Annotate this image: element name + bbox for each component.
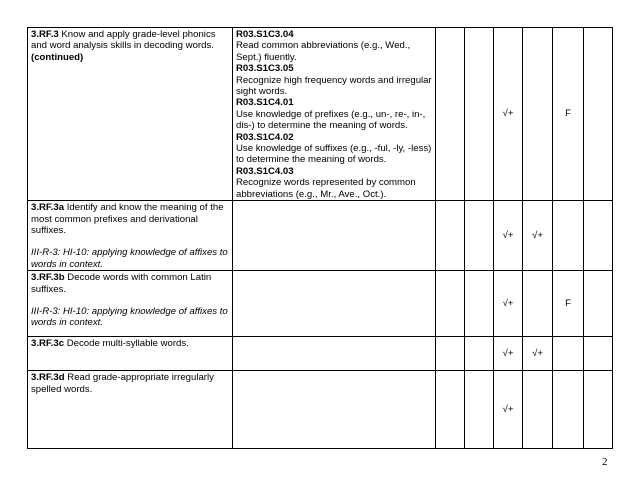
mark-cell <box>523 371 553 449</box>
standard-code: 3.RF.3a <box>31 202 65 214</box>
standard-cell <box>28 28 233 201</box>
objective-code: R03.S1C4.01 <box>236 97 294 109</box>
mark-cell <box>584 271 613 337</box>
mark-cell <box>553 201 584 271</box>
mark-cell: √+ <box>494 201 523 271</box>
mark-cell <box>584 201 613 271</box>
mark-cell <box>584 337 613 371</box>
mark-cell <box>523 28 553 201</box>
objectives-cell <box>233 271 436 337</box>
table-row <box>28 371 613 449</box>
mark-cell <box>465 271 494 337</box>
standard-code: 3.RF.3b <box>31 272 65 284</box>
mark-cell <box>465 337 494 371</box>
objectives-cell <box>233 28 436 201</box>
mark-cell <box>553 337 584 371</box>
mark-cell <box>465 28 494 201</box>
objective-text: Recognize words represented by common abbreviations (e.g., Mr., Ave., Oct.). <box>236 177 416 200</box>
standard-cell <box>28 337 233 371</box>
standard-text: Decode multi-syllable words. <box>64 338 189 350</box>
mark-cell: √+ <box>494 371 523 449</box>
mark-cell <box>436 201 465 271</box>
standard-code: 3.RF.3 <box>31 29 59 40</box>
mark-cell <box>465 201 494 271</box>
mark-cell: √+ <box>494 337 523 371</box>
objective-text: Recognize high frequency words and irregular sight words. <box>236 74 432 98</box>
objective-code: R03.S1C4.02 <box>236 131 294 143</box>
objective-text: Use knowledge of suffixes (e.g., -ful, -ly, -less) to determine the meaning of words. <box>236 143 432 166</box>
objectives-cell <box>233 337 436 371</box>
objective-code: R03.S1C4.03 <box>236 165 294 177</box>
mark-cell <box>584 371 613 449</box>
mark-cell <box>436 28 465 201</box>
standard-cell <box>28 371 233 449</box>
standards-table <box>27 27 613 449</box>
standard-code: 3.RF.3c <box>31 338 65 350</box>
mark-cell <box>436 337 465 371</box>
objective-code: R03.S1C3.05 <box>236 63 294 75</box>
table-row <box>28 201 613 271</box>
objective-text: Use knowledge of prefixes (e.g., un-, re-, in-, dis-) to determine the meaning of words. <box>236 108 426 132</box>
table-row <box>28 271 613 337</box>
mark-cell <box>436 371 465 449</box>
standard-code: 3.RF.3d <box>31 372 65 384</box>
objective-code: R03.S1C3.04 <box>236 29 294 40</box>
mark-cell: √+ <box>494 271 523 337</box>
objective-text: Read common abbreviations (e.g., Wed., Sept.) fluently. <box>236 40 411 63</box>
objectives-cell <box>233 201 436 271</box>
mark-cell <box>584 28 613 201</box>
standard-note: (continued) <box>31 51 84 63</box>
mark-cell: F <box>553 271 584 337</box>
mark-cell: √+ <box>523 337 553 371</box>
mark-cell <box>553 371 584 449</box>
table-row <box>28 28 613 201</box>
mark-cell: F <box>553 28 584 201</box>
standard-text: Identify and know the meaning of the most common prefixes and derivational suffixes. <box>31 202 224 236</box>
mark-cell <box>465 371 494 449</box>
page-number: 2 <box>602 456 608 468</box>
objectives-cell <box>233 371 436 449</box>
standard-text: Know and apply grade-level phonics and word analysis skills in decoding words. <box>31 29 216 52</box>
table-row <box>28 337 613 371</box>
mark-cell <box>436 271 465 337</box>
standard-note: III-R-3: HI-10: applying knowledge of affixes to words in context. <box>31 247 228 270</box>
standard-cell <box>28 271 233 337</box>
standard-cell <box>28 201 233 271</box>
mark-cell: √+ <box>523 201 553 271</box>
standard-note: III-R-3: HI-10: applying knowledge of affixes to words in context. <box>31 305 228 329</box>
mark-cell: √+ <box>494 28 523 201</box>
standard-text: Decode words with common Latin suffixes. <box>31 272 212 295</box>
mark-cell <box>523 271 553 337</box>
standard-text: Read grade-appropriate irregularly spelled words. <box>31 372 214 395</box>
